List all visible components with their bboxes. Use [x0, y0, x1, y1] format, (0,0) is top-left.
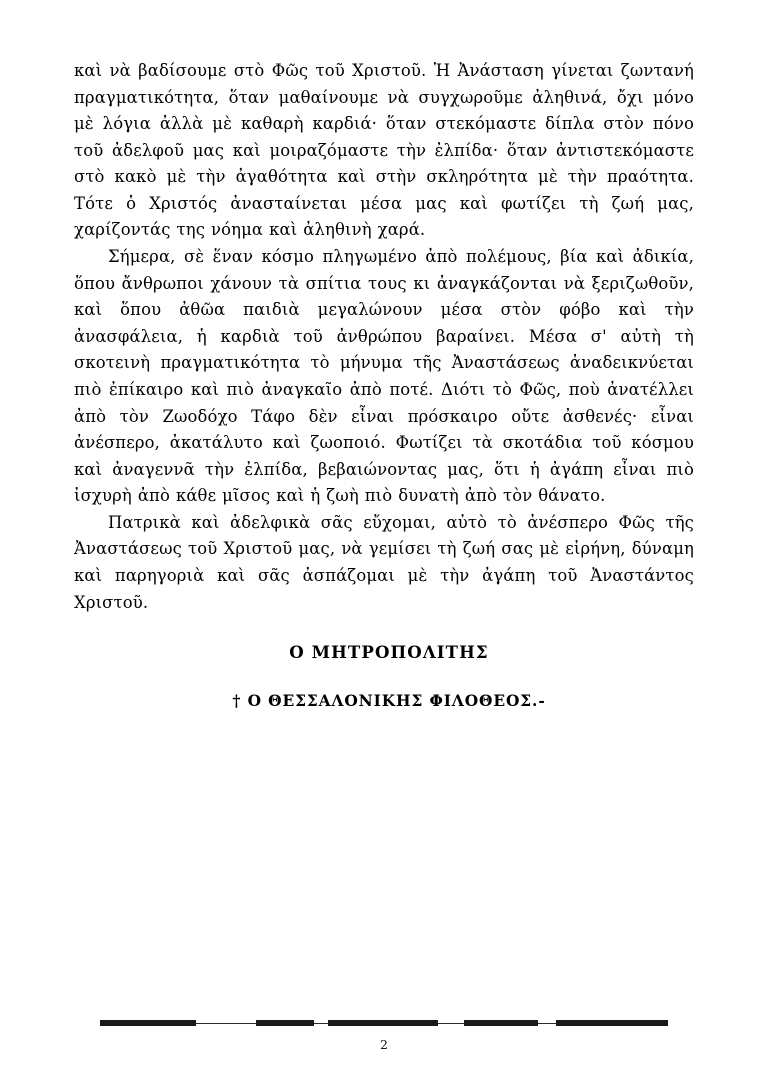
paragraph-3: Πατρικὰ καὶ ἀδελφικὰ σᾶς εὔχομαι, αὐτὸ τὸ ἀνέσπερο Φῶς τῆς Ἀναστάσεως τοῦ Χριστοῦ μας, νὰ γεμίσει τὴ ζωή σας μὲ εἰρήνη, δύναμη καὶ παρηγοριὰ καὶ σᾶς ἀσπάζομαι μὲ τὴν ἀγάπη τοῦ Ἀναστάντος Χριστοῦ.: [74, 512, 694, 612]
footer-divider: [100, 1020, 668, 1027]
page-number: 2: [380, 1037, 388, 1052]
paragraph-2: Σήμερα, σὲ ἕναν κόσμο πληγωμένο ἀπὸ πολέμους, βία καὶ ἀδικία, ὅπου ἄνθρωποι χάνουν τὰ σπίτια τους κι ἀναγκάζονται νὰ ξεριζωθοῦν, καὶ ὅπου ἀθῶα παιδιὰ μεγαλώνουν μέσα στὸν φόβο καὶ τὴν ἀνασφάλεια, ἡ καρδιὰ τοῦ ἀνθρώπου βαραίνει. Μέσα σ' αὐτὴ τὴ σκοτεινὴ πραγματικότητα τὸ μήνυμα τῆς Ἀναστάσεως ἀναδεικνύεται πιὸ ἐπίκαιρο καὶ πιὸ ἀναγκαῖο ἀπὸ ποτέ. Διότι τὸ Φῶς, ποὺ ἀνατέλλει ἀπὸ τὸν Ζωοδόχο Τάφο δὲν εἶναι πρόσκαιρο οὔτε ἀσθενές· εἶναι ἀνέσπερο, ἀκατάλυτο καὶ ζωοποιό. Φωτίζει τὰ σκοτάδια τοῦ κόσμου καὶ ἀναγεννᾶ τὴν ἐλπίδα, βεβαιώνοντας μας, ὅτι ἡ ἀγάπη εἶναι πιὸ ἰσχυρὴ ἀπὸ κάθε μῖσος καὶ ἡ ζωὴ πιὸ δυνατὴ ἀπὸ τὸν θάνατο.: [74, 247, 694, 506]
signature-name: † Ο ΘΕΣΣΑΛΟΝΙΚΗΣ ΦΙΛΟΘΕΟΣ.-: [232, 692, 546, 711]
page-footer: [0, 1020, 768, 1052]
signature-block: [74, 642, 694, 710]
signature-title: Ο ΜΗΤΡΟΠΟΛΙΤΗΣ: [289, 642, 489, 663]
document-body: [74, 58, 694, 710]
paragraph-1: καὶ νὰ βαδίσουμε στὸ Φῶς τοῦ Χριστοῦ. Ἡ Ἀνάσταση γίνεται ζωντανή πραγματικότητα, ὅταν μαθαίνουμε νὰ συγχωροῦμε ἀληθινά, ὄχι μόνο μὲ λόγια ἀλλὰ μὲ καθαρὴ καρδιά· ὅταν στεκόμαστε δίπλα στὸν πόνο τοῦ ἀδελφοῦ μας καὶ μοιραζόμαστε τὴν ἐλπίδα· ὅταν ἀντιστεκόμαστε στὸ κακὸ μὲ τὴν ἀγαθότητα καὶ στὴν σκληρότητα μὲ τὴν πραότητα. Τότε ὁ Χριστός ἀνασταίνεται μέσα μας καὶ φωτίζει τὴ ζωή μας, χαρίζοντάς της νόημα καὶ ἀληθινὴ χαρά.: [74, 61, 694, 240]
